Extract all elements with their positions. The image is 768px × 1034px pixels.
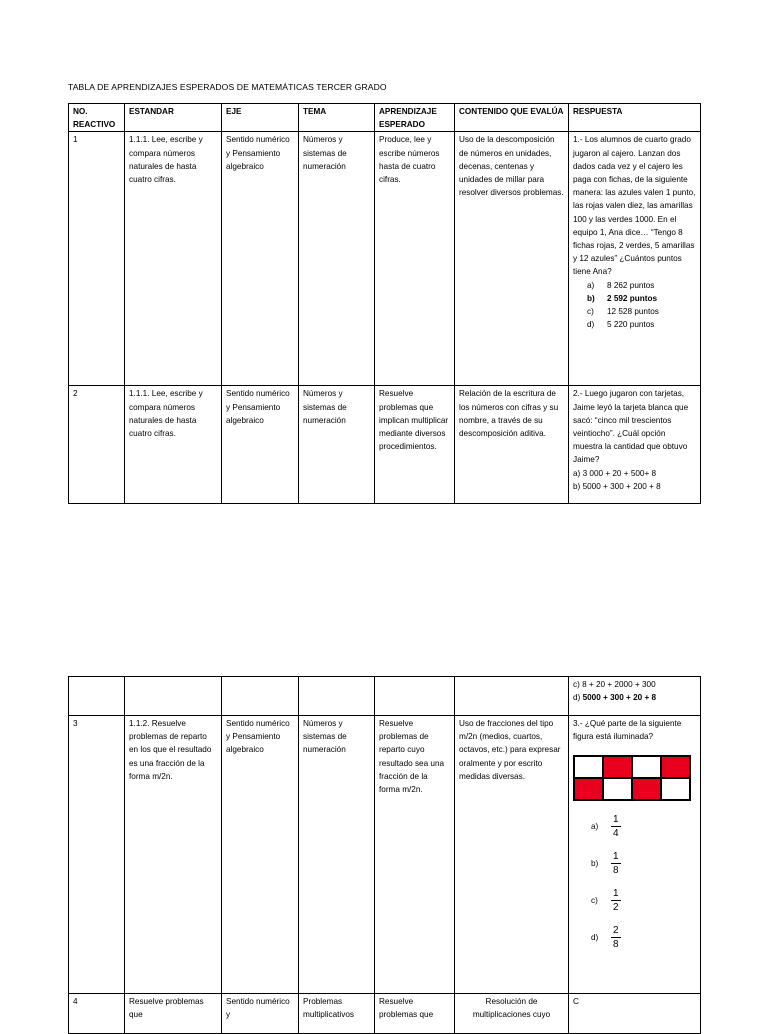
tema-cell: Números y sistemas de numeración	[299, 386, 375, 504]
aprendizaje-cell: Resuelve problemas que implican multiplicar mediante diversos procedimientos.	[375, 386, 455, 504]
header-tema: TEMA	[299, 104, 375, 132]
eje-cell: Sentido numérico y Pensamiento algebraico	[222, 716, 299, 994]
contenido-cell: Resolución de multiplicaciones cuyo	[455, 994, 569, 1034]
tema-cell: Números y sistemas de numeración	[299, 716, 375, 994]
respuesta-cell	[569, 132, 701, 386]
option-d: d) 5000 + 300 + 20 + 8	[573, 693, 657, 703]
header-eje: EJE	[222, 104, 299, 132]
option-b: b) 5000 + 300 + 200 + 8	[573, 481, 661, 491]
figure-cell	[661, 778, 690, 800]
table-row	[69, 132, 701, 386]
row-number: 4	[69, 994, 125, 1034]
header-estandar: ESTANDAR	[125, 104, 222, 132]
figure-cell	[574, 756, 603, 778]
question-text: 2.- Luego jugaron con tarjetas, Jaime leyó la tarjeta blanca que sacó: “cinco mil trescientos veintiocho”. ¿Cuál opción muestra la cantidad que obtuvo Jaime?	[573, 389, 689, 465]
row-number: 2	[69, 386, 125, 504]
table-row-continuation	[69, 677, 701, 716]
fraction-option-c: c) 1 2	[591, 888, 619, 914]
table-header-row	[69, 104, 701, 132]
header-aprendizaje: APRENDIZAJE ESPERADO	[375, 104, 455, 132]
estandar-cell: 1.1.1. Lee, escribe y compara números naturales de hasta cuatro cifras.	[125, 132, 222, 386]
figure-cell	[661, 756, 690, 778]
option-a: a) 8 262 puntos	[587, 280, 655, 290]
header-respuesta: RESPUESTA	[569, 104, 701, 132]
document-title: TABLA DE APRENDIZAJES ESPERADOS DE MATEMÁTICAS TERCER GRADO	[68, 82, 387, 92]
estandar-cell: Resuelve problemas que	[125, 994, 222, 1034]
figure-cell	[632, 756, 661, 778]
contenido-cell: Uso de la descomposición de números en unidades, decenas, centenas y unidades de millar para resolver diversos problemas.	[455, 132, 569, 386]
learning-table-continued	[68, 676, 701, 1034]
fraction-option-d: d) 2 8	[591, 925, 619, 951]
option-d: d) 5 220 puntos	[587, 320, 655, 330]
table-row	[69, 716, 701, 994]
fraction-option-a: a) 1 4	[591, 814, 619, 840]
table-row	[69, 994, 701, 1034]
respuesta-cell	[569, 716, 701, 994]
figure-cell	[603, 756, 632, 778]
header-contenido: CONTENIDO QUE EVALÚA	[455, 104, 569, 132]
row-number: 3	[69, 716, 125, 994]
figure-cell	[574, 778, 603, 800]
estandar-cell: 1.1.2. Resuelve problemas de reparto en los que el resultado es una fracción de la forma m/2n.	[125, 716, 222, 994]
respuesta-cell: C	[569, 994, 701, 1034]
option-c: c) 8 + 20 + 2000 + 300	[573, 680, 656, 689]
eje-cell: Sentido numérico y	[222, 994, 299, 1034]
learning-table	[68, 103, 701, 504]
option-c: c) 12 528 puntos	[587, 307, 659, 317]
option-a: a) 3 000 + 20 + 500+ 8	[573, 468, 657, 478]
answer-options	[573, 279, 696, 332]
question-text: 1.- Los alumnos de cuarto grado jugaron al cajero. Lanzan dos dados cada vez y el cajero les paga con fichas, de la siguiente manera: las azules valen 1 punto, las rojas valen diez, las amarillas 100 y las verdes 1000. En el equipo 1, Ana dice… “Tengo 8 fichas rojas, 2 verdes, 5 amarillas y 12 azules” ¿Cuántos puntos tiene Ana?	[573, 135, 696, 277]
tema-cell: Números y sistemas de numeración	[299, 132, 375, 386]
table-row	[69, 386, 701, 504]
aprendizaje-cell: Resuelve problemas de reparto cuyo resultado sea una fracción de la forma m/2n.	[375, 716, 455, 994]
header-no-reactivo: NO. REACTIVO	[69, 104, 125, 132]
contenido-cell: Relación de la escritura de los números con cifras y su nombre, a través de su descomposición aditiva.	[455, 386, 569, 504]
fraction-figure	[573, 755, 691, 801]
tema-cell: Problemas multiplicativos	[299, 994, 375, 1034]
row-number: 1	[69, 132, 125, 386]
respuesta-cell	[569, 677, 701, 716]
aprendizaje-cell: Produce, lee y escribe números hasta de cuatro cifras.	[375, 132, 455, 386]
aprendizaje-cell: Resuelve problemas que	[375, 994, 455, 1034]
figure-cell	[603, 778, 632, 800]
eje-cell: Sentido numérico y Pensamiento algebraico	[222, 386, 299, 504]
eje-cell: Sentido numérico y Pensamiento algebraico	[222, 132, 299, 386]
contenido-cell: Uso de fracciones del tipo m/2n (medios, cuartos, octavos, etc.) para expresar oralmente y por escrito medidas diversas.	[455, 716, 569, 994]
figure-cell	[632, 778, 661, 800]
option-b: b) 2 592 puntos	[587, 293, 658, 303]
estandar-cell: 1.1.1. Lee, escribe y compara números naturales de hasta cuatro cifras.	[125, 386, 222, 504]
fraction-option-b: b) 1 8	[591, 851, 619, 877]
respuesta-cell	[569, 386, 701, 504]
question-text: 3.- ¿Qué parte de la siguiente figura está iluminada?	[573, 719, 682, 742]
